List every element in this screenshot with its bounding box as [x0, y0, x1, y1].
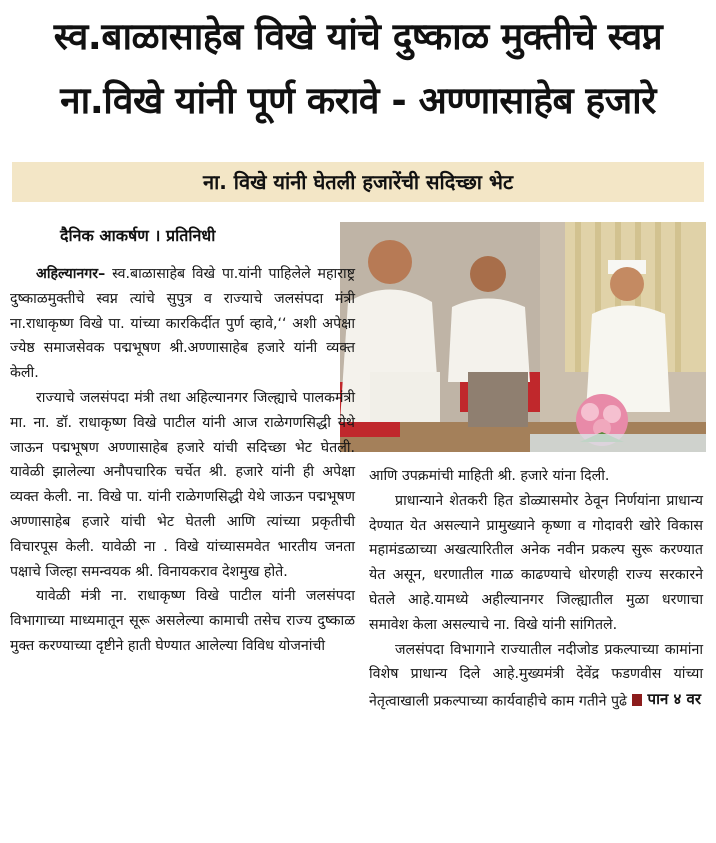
article-paragraph-3-continued: आणि उपक्रमांची माहिती श्री. हजारे यांना दिली. [369, 468, 610, 484]
continued-label: पान ४ वर [647, 690, 701, 709]
article-paragraph-2: राज्याचे जलसंपदा मंत्री तथा अहिल्यानगर जिल्ह्याचे पालकमंत्री मा. ना. डॉ. राधाकृष्ण विखे पाटील यांनी आज राळेगणसिद्धी येथे जाऊन पद्मभूषण अण्णासाहेब हजारे यांची सदिच्छा भेट घेतली. यावेळी झालेल्या अनौपचारिक चर्चेत श्री. हजारे यांनी ही अपेक्षा व्यक्त केली. ना. विखे पा. यांनी राळेगणसिद्धी येथे जाऊन पद्मभूषण अण्णासाहेब हजारे यांची भेट घेतली आणि त्यांच्या प्रकृतीची विचारपूस केली. यावेळी ना . विखे यांच्यासमवेत भारतीय जनता पक्षाचे जिल्हा समन्वयक श्री. विनायकराव देशमुख होते. [10, 389, 355, 580]
headline-line-1: स्व.बाळासाहेब विखे यांचे दुष्काळ मुक्तीचे स्वप्न [53, 15, 663, 58]
continued-marker-icon [632, 694, 642, 706]
continued-on-page-link[interactable] [632, 687, 701, 712]
article-paragraph-4: प्राधान्याने शेतकरी हित डोळ्यासमोर ठेवून निर्णयांना प्राधान्य देण्यात येत असल्याने प्रामुख्याने कृष्णा व गोदावरी खोरे विकास महामंडळाच्या अखत्यारितील अनेक नवीन प्रकल्प सुरू करण्यात येत असून, धरणातील गाळ काढण्याचे धोरणही राज्य सरकारने घेतले आहे.यामध्ये अहील्यानगर जिल्ह्यातील मुळा धरणाचा समावेश केला असल्याचे ना. विखे यांनी सांगितले. [369, 492, 703, 633]
paragraph-5-text: जलसंपदा विभागाने राज्यातील नदीजोड प्रकल्पाच्या कामांना विशेष प्राधान्य दिले आहे.मुख्यमंत्री देवेंद्र फडणवीस यांच्या नेतृत्वाखाली प्रकल्पाच्या कार्यवाहीचे काम गतीने पुढे [369, 641, 703, 710]
article-column-left [10, 262, 355, 659]
article-column-right [369, 464, 703, 714]
article-paragraph-1 [10, 262, 355, 386]
subheadline: ना. विखे यांनी घेतली हजारेंची सदिच्छा भेट [202, 170, 514, 194]
headline-line-2: ना.विखे यांनी पूर्ण करावे - अण्णासाहेब हजारे [60, 79, 656, 122]
news-photo [340, 222, 706, 452]
meeting-photo-illustration [340, 222, 706, 452]
dateline: अहिल्यानगर– [36, 266, 106, 282]
article-paragraph-3: यावेळी मंत्री ना. राधाकृष्ण विखे पाटील यांनी जलसंपदा विभागाच्या माध्यमातून सूरू असलेल्या कामाची तसेच राज्य दुष्काळ मुक्त करण्याच्या दृष्टीने हाती घेण्यात आलेल्या विविध योजनांची [10, 588, 355, 654]
subheadline-bar [12, 162, 704, 202]
byline: दैनिक आकर्षण । प्रतिनिधी [60, 226, 216, 245]
article-paragraph-5 [369, 638, 703, 715]
paragraph-1-text: स्व.बाळासाहेब विखे पा.यांनी पाहिलेले महाराष्ट्र दुष्काळमुक्तीचे स्वप्न त्यांचे सुपुत्र व राज्याचे जलसंपदा मंत्री ना.राधाकृष्ण विखे पा. यांच्या कारकिर्दीत पुर्ण व्हावे,‘‘ अशी अपेक्षा ज्येष्ठ समाजसेवक पद्मभूषण श्री.अण्णासाहेब हजारे यांनी व्यक्त केली. [10, 266, 355, 382]
